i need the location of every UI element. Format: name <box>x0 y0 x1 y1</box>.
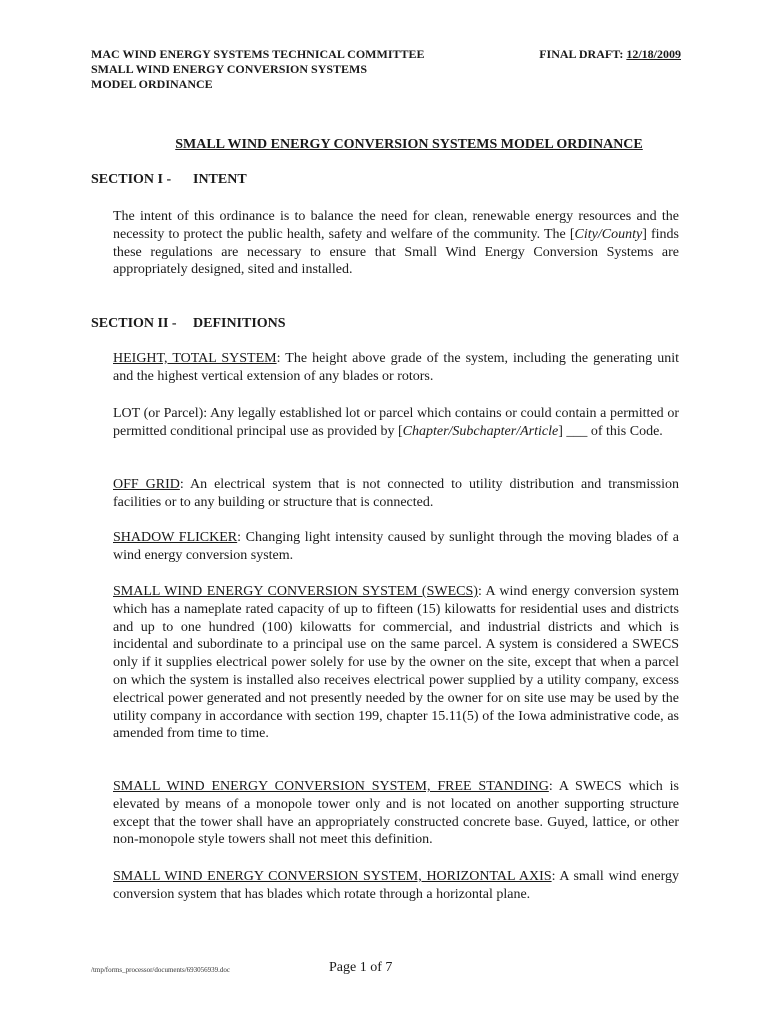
section-number: SECTION I - <box>91 172 172 187</box>
definition-swecs-free-standing <box>113 778 679 849</box>
definition-off-grid <box>113 476 679 512</box>
footer-file-path: /tmp/forms_processor/documents/693056939.doc <box>91 966 231 974</box>
definition-swecs <box>113 583 679 743</box>
definition-shadow-flicker <box>113 529 679 565</box>
definition-text: : A SWECS which is elevated by means of a monopole tower only and is not located on another supporting structure except that the tower shall have an appropriately constructed concrete base. Guyed, lattice, or other non-monopole style towers shall not meet this definition. <box>113 779 679 848</box>
definition-term: SMALL WIND ENERGY CONVERSION SYSTEM, FREE STANDING <box>113 779 549 794</box>
definition-swecs-horizontal-axis <box>113 868 679 904</box>
intent-text-1: The intent of this ordinance is to balance the need for clean, renewable energy resources and the necessity to protect the public health, safety and welfare of the community. The [ <box>113 209 679 242</box>
definition-text: : The height above grade of the system, including the generating unit and the highest vertical extension of any blades or rotors. <box>113 351 679 384</box>
header-committee: MAC WIND ENERGY SYSTEMS TECHNICAL COMMITTEE <box>91 47 425 61</box>
definition-text: : Changing light intensity caused by sunlight through the moving blades of a wind energy conversion system. <box>113 530 679 563</box>
definition-term: SMALL WIND ENERGY CONVERSION SYSTEM, HORIZONTAL AXIS <box>113 869 552 884</box>
definition-term: OFF GRID <box>113 477 180 492</box>
intent-paragraph <box>113 208 679 279</box>
footer-page-number: Page 1 of 7 <box>329 960 393 975</box>
definition-term: SMALL WIND ENERGY CONVERSION SYSTEM (SWECS) <box>113 584 478 599</box>
definition-text-end: ] ___ of this Code. <box>558 423 663 439</box>
draft-label: FINAL DRAFT: <box>539 47 624 61</box>
header-draft <box>539 47 681 62</box>
definition-text: : A small wind energy conversion system that has blades which rotate through a horizontal plane. <box>113 869 680 902</box>
definition-term: HEIGHT, TOTAL SYSTEM <box>113 351 277 366</box>
header-doc-type: MODEL ORDINANCE <box>91 77 213 91</box>
section-name: INTENT <box>193 172 247 187</box>
definition-height-total-system <box>113 350 679 386</box>
intent-jurisdiction: City/County <box>574 226 643 242</box>
section-number: SECTION II - <box>91 316 177 331</box>
draft-date: 12/18/2009 <box>626 47 681 61</box>
definition-text: : A wind energy conversion system which has a nameplate rated capacity of up to fifteen (15) kilowatts for residential uses and districts and up to one hundred (100) kilowatts for commercial, and industrial districts and which is incidental and subordinate to a principal use on the same parcel. A system is considered a SWECS only if it supplies electrical power solely for use by the owner on the site, except that when a parcel on which the system is installed also receives electrical power supplied by a utility company, excess electrical power generated and not presently needed by the owner for on site use may be used by the utility company in accordance with section 199, chapter 15.11(5) of the Iowa administrative code, as amended from time to time. <box>113 584 679 742</box>
intent-text-2: ] finds these regulations are necessary to ensure that Small Wind Energy Conversion Systems are appropriately designed, sited and installed. <box>113 226 679 278</box>
section-heading-definitions <box>91 316 286 332</box>
section-heading-intent <box>91 172 247 188</box>
definition-lot <box>113 405 679 441</box>
section-name: DEFINITIONS <box>193 316 286 331</box>
definition-term: LOT (or Parcel) <box>113 406 204 421</box>
definition-reference: Chapter/Subchapter/Article <box>402 423 559 439</box>
document-title: SMALL WIND ENERGY CONVERSION SYSTEMS MODEL ORDINANCE <box>175 137 643 152</box>
definition-text: : An electrical system that is not connected to utility distribution and transmission facilities or to any building or structure that is connected. <box>113 477 679 510</box>
definition-term: SHADOW FLICKER <box>113 530 238 545</box>
definition-text: : Any legally established lot or parcel which contains or could contain a permitted or permitted conditional principal use as provided by [ <box>113 406 679 439</box>
header-subject: SMALL WIND ENERGY CONVERSION SYSTEMS <box>91 62 368 76</box>
page-header <box>91 47 681 92</box>
